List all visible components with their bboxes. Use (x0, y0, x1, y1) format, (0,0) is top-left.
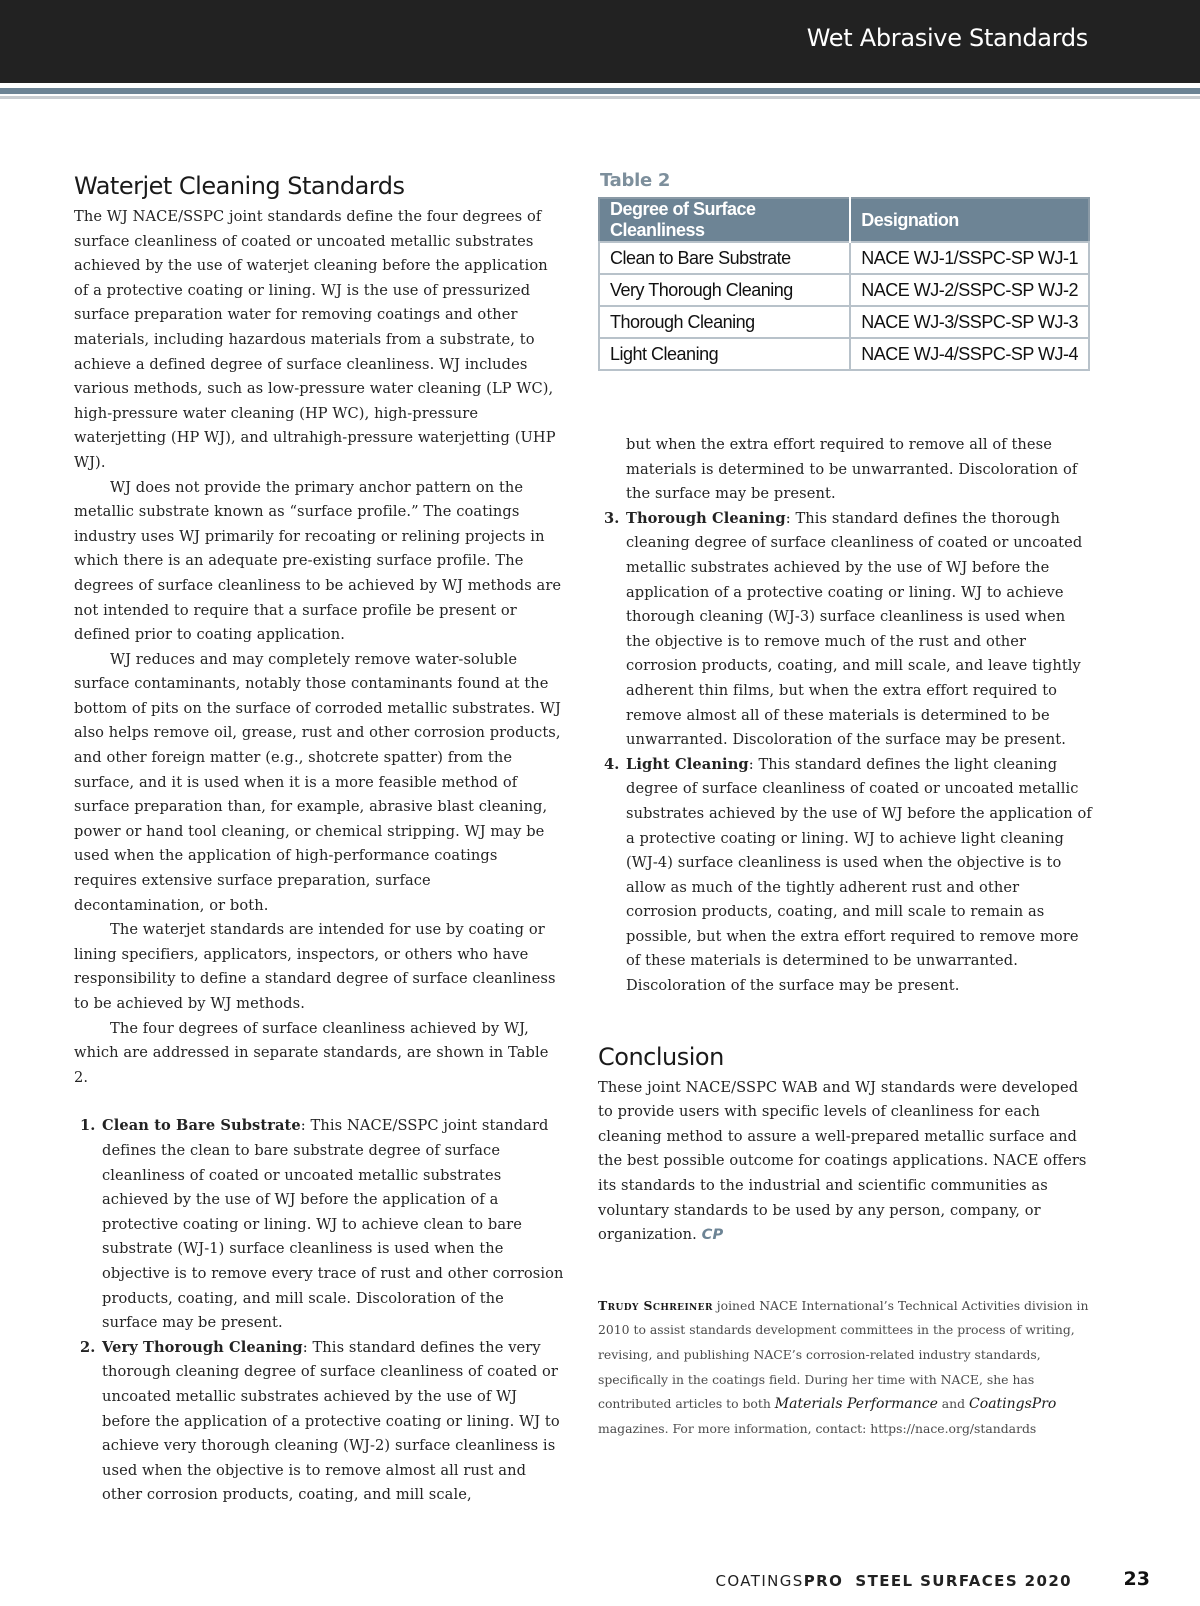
left-column (74, 172, 564, 1508)
list-item-continuation (598, 433, 1092, 507)
cp-end-mark: CP (701, 1226, 724, 1244)
table-cell: Thorough Cleaning (599, 306, 850, 338)
right-column (598, 170, 1092, 1441)
table-cell: NACE WJ-2/SSPC-SP WJ-2 (850, 274, 1089, 306)
item-term: Very Thorough Cleaning (102, 1338, 303, 1356)
item-text: : This standard defines the thorough cleaning degree of surface cleanliness of coated or uncoated metallic substrates achieved by the use of WJ before the application of a protective coating or lining. WJ to achieve thorough cleaning (WJ-3) surface cleanliness is used when the objective is to remove much of the rust and other corrosion products, coating, and mill scale, and leave tightly adherent thin films, but when the extra effort required to remove almost all of these materials is determined to be unwarranted. Discoloration of the surface may be present. (626, 509, 1083, 749)
paragraph: WJ reduces and may completely remove water-soluble surface contaminants, notably those contaminants found at the bottom of pits on the surface of corroded metallic substrates. WJ also helps remove oil, grease, rust and other corrosion products, and other foreign matter (e.g., shotcrete spatter) from the surface, and it is used when it is a more feasible method of surface preparation than, for example, abrasive blast cleaning, power or hand tool cleaning, or chemical stripping. WJ may be used when the application of high-performance coatings requires extensive surface preparation, surface decontamination, or both. (74, 650, 561, 914)
standards-list-continued (598, 433, 1092, 999)
paragraph: The waterjet standards are intended for use by coating or lining specifiers, applicators, inspectors, or others who have responsibility to define a standard degree of surface cleanliness to be achieved by WJ methods. (74, 921, 556, 1012)
item-text: : This NACE/SSPC joint standard defines the clean to bare substrate degree of surface cleanliness of coated or uncoated metallic substrates achieved by the use of WJ before the application of a protective coating or lining. WJ to achieve clean to bare substrate (WJ-1) surface cleanliness is used when the objective is to remove every trace of rust and other corrosion products, coating, and mill scale. Discoloration of the surface may be present. (102, 1117, 564, 1332)
table-cell: NACE WJ-3/SSPC-SP WJ-3 (850, 306, 1089, 338)
item-text: but when the extra effort required to remove all of these materials is determined to be unwarranted. Discoloration of the surface may be present. (626, 436, 1078, 503)
table-row (599, 274, 1089, 306)
paragraph: WJ does not provide the primary anchor pattern on the metallic substrate known as “surface profile.” The coatings industry uses WJ primarily for recoating or relining projects in which there is an adequate pre-existing surface profile. The degrees of surface cleanliness to be achieved by WJ methods are not intended to require that a surface profile be present or defined prior to coating application. (74, 478, 562, 644)
header-rule-light (0, 96, 1200, 99)
table-row (599, 338, 1089, 370)
standards-list (74, 1114, 564, 1508)
item-number: 2. (80, 1338, 96, 1356)
page-header (0, 0, 1200, 83)
conclusion-body: These joint NACE/SSPC WAB and WJ standards were developed to provide users with specific levels of cleanliness for each cleaning method to assure a well-prepared metallic surface and the best possible outcome for coatings applications. NACE offers its standards to the industrial and scientific communities as voluntary standards to be used by any person, company, or organization. (598, 1078, 1087, 1244)
item-text: : This standard defines the very thorough cleaning degree of surface cleanliness of coated or uncoated metallic substrates achieved by the use of WJ before the application of a protective coating or lining. WJ to achieve very thorough cleaning (WJ-2) surface cleanliness is used when the objective is to remove almost all rust and other corrosion products, coating, and mill scale, (102, 1338, 560, 1504)
table-cell: Light Cleaning (599, 338, 850, 370)
brand-bold: PRO (803, 1572, 844, 1590)
table-label: Table 2 (600, 170, 671, 191)
magazine-brand (715, 1572, 1072, 1590)
header-rule (0, 88, 1200, 94)
publication-title: Materials Performance (774, 1396, 938, 1413)
conclusion-heading: Conclusion (598, 1042, 724, 1071)
section-heading: Waterjet Cleaning Standards (74, 172, 405, 200)
table-cell: Clean to Bare Substrate (599, 242, 850, 274)
item-number: 4. (604, 755, 620, 773)
item-number: 3. (604, 509, 620, 527)
table-header-row (599, 198, 1089, 242)
table-cell: Very Thorough Cleaning (599, 274, 850, 306)
section-title: Wet Abrasive Standards (806, 24, 1088, 52)
item-term: Thorough Cleaning (626, 509, 786, 527)
cleanliness-table (598, 197, 1090, 371)
publication-title: CoatingsPro (969, 1396, 1057, 1413)
column-header: Designation (850, 198, 1089, 242)
issue-name: STEEL SURFACES 2020 (855, 1572, 1072, 1590)
table-row (599, 306, 1089, 338)
item-text: : This standard defines the light cleaning degree of surface cleanliness of coated or uncoated metallic substrates achieved by the use of WJ before the application of a protective coating or lining. WJ to achieve light cleaning (WJ-4) surface cleanliness is used when the objective is to allow as much of the tightly adherent rust and other corrosion products, coating, and mill scale to remain as possible, but when the extra effort required to remove more of these materials is determined to be unwarranted. Discoloration of the surface may be present. (626, 755, 1092, 995)
author-bio (598, 1294, 1092, 1442)
paragraph: The WJ NACE/SSPC joint standards define the four degrees of surface cleanliness of coated or uncoated metallic substrates achieved by the use of waterjet cleaning before the application of a protective coating or lining. WJ is the use of pressurized surface preparation water for removing coatings and other materials, including hazardous materials from a substrate, to achieve a defined degree of surface cleanliness. WJ includes various methods, such as low-pressure water cleaning (LP WC), high-pressure water cleaning (HP WC), high-pressure waterjetting (HP WJ), and ultrahigh-pressure waterjetting (UHP WJ). (74, 208, 556, 471)
table-cell: NACE WJ-1/SSPC-SP WJ-1 (850, 242, 1089, 274)
list-item (74, 1114, 564, 1335)
item-term: Clean to Bare Substrate (102, 1117, 301, 1135)
brand-light: COATINGS (715, 1572, 804, 1590)
bio-text: and (937, 1396, 970, 1412)
table-cell: NACE WJ-4/SSPC-SP WJ-4 (850, 338, 1089, 370)
paragraph: The four degrees of surface cleanliness achieved by WJ, which are addressed in separate standards, are shown in Table 2. (74, 1019, 549, 1086)
conclusion-text (598, 1076, 1092, 1248)
author-name: Trudy Schreiner (598, 1297, 713, 1313)
column-header: Degree of Surface Cleanliness (599, 198, 850, 242)
table-row (599, 242, 1089, 274)
item-term: Light Cleaning (626, 755, 749, 773)
page-number: 23 (1123, 1568, 1150, 1590)
page-footer (0, 1568, 1200, 1592)
list-item (598, 753, 1092, 999)
item-number: 1. (80, 1117, 96, 1135)
list-item (598, 507, 1092, 753)
list-item (74, 1336, 564, 1508)
bio-text: magazines. For more information, contact: https://nace.org/standards (598, 1420, 1037, 1436)
bio-text: joined NACE International’s Technical Activities division in 2010 to assist standards development committees in the process of writing, revising, and publishing NACE’s corrosion-related industry standards, specifically in the coatings field. During her time with NACE, she has contributed articles to both (598, 1297, 1089, 1412)
